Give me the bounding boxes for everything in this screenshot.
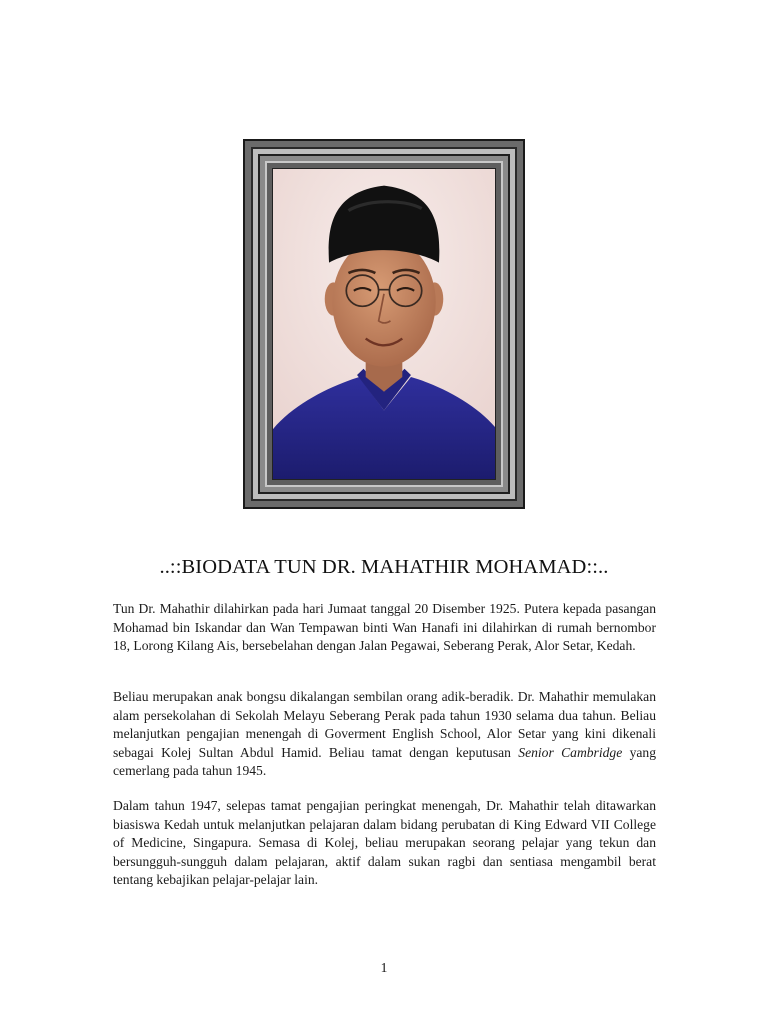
paragraph (113, 600, 656, 656)
paragraph-text: yang cemerlang pada tahun 1945. (113, 744, 656, 778)
paragraph (113, 688, 656, 781)
paragraph-text: Tun Dr. Mahathir dilahirkan pada hari Jumaat tanggal 20 Disember 1925. Putera kepada pasangan Mohamad bin Iskandar dan Wan Tempawan binti Wan Hanafi ini dilahirkan di rumah bernombor 18, Lorong Kilang Ais, bersebelahan dengan Jalan Pegawai, Seberang Perak, Alor Setar, Kedah. (113, 601, 656, 653)
portrait-photo (272, 168, 496, 480)
portrait-frame (243, 139, 525, 509)
italic-text: Senior Cambridge (518, 744, 623, 760)
document-title: ..::BIODATA TUN DR. MAHATHIR MOHAMAD::.. (159, 556, 609, 578)
photo-face (332, 238, 435, 367)
portrait-frame-ring (258, 154, 510, 494)
portrait-frame-ring (265, 161, 503, 487)
page-number: 1 (380, 960, 388, 975)
portrait-frame-ring (251, 147, 517, 501)
paragraph-text: Dalam tahun 1947, selepas tamat pengajian peringkat menengah, Dr. Mahathir telah ditawarkan biasiswa Kedah untuk melanjutkan pelajaran dalam bidang perubatan di King Edward VII College of Medicine, Singapura. Semasa di Kolej, beliau merupakan seorang pelajar yang tekun dan bersungguh-sungguh dalam pelajaran, aktif dalam sukan ragbi dan sentiasa mengambil berat tentang kebajikan pelajar-pelajar lain. (113, 798, 656, 887)
paragraph-text: Beliau merupakan anak bongsu dikalangan sembilan orang adik-beradik. Dr. Mahathir memulakan alam persekolahan di Sekolah Melayu Seberang Perak pada tahun 1930 selama dua tahun. Beliau melanjutkan pengajian menengah di Goverment English School, Alor Setar yang kini dikenali sebagai Kolej Sultan Abdul Hamid. Beliau tamat dengan keputusan (113, 689, 656, 760)
paragraph (113, 797, 656, 890)
